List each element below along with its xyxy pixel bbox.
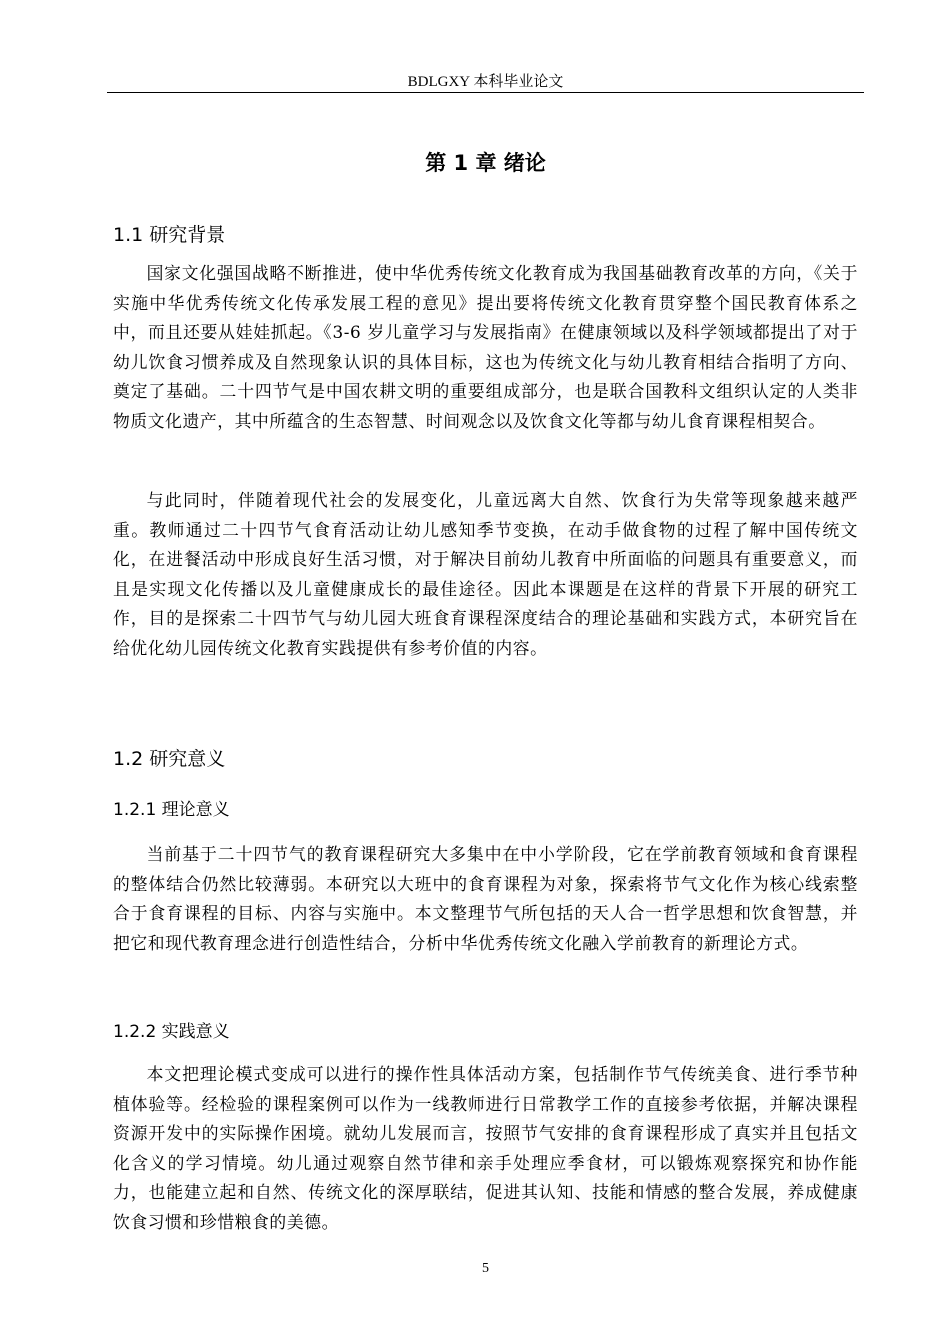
header-rule	[107, 92, 864, 93]
paragraph-theory: 当前基于二十四节气的教育课程研究大多集中在中小学阶段，它在学前教育领域和食育课程的整体结合仍然比较薄弱。本研究以大班中的食育课程为对象，探索将节气文化作为核心线索整合于食育课程的目标、内容与实施中。本文整理节气所包括的天人合一哲学思想和饮食智慧，并把它和现代教育理念进行创造性结合，分析中华优秀传统文化融入学前教育的新理论方式。	[113, 844, 858, 953]
page-number: 5	[482, 1261, 489, 1276]
paragraph-practice: 本文把理论模式变成可以进行的操作性具体活动方案，包括制作节气传统美食、进行季节种植体验等。经检验的课程案例可以作为一线教师进行日常教学工作的直接参考依据，并解决课程资源开发中的实际操作困境。就幼儿发展而言，按照节气安排的食育课程形成了真实并且包括文化含义的学习情境。幼儿通过观察自然节律和亲手处理应季食材，可以锻炼观察探究和协作能力，也能建立起和自然、传统文化的深厚联结，促进其认知、技能和情感的整合发展，养成健康饮食习惯和珍惜粮食的美德。	[113, 1064, 858, 1232]
subsection-heading-1-2-2: 1.2.2 实践意义	[113, 1022, 230, 1042]
section-heading-1-1: 1.1 研究背景	[113, 224, 226, 246]
paragraph-background-1: 国家文化强国战略不断推进，使中华优秀传统文化教育成为我国基础教育改革的方向，《关于实施中华优秀传统文化传承发展工程的意见》提出要将传统文化教育贯穿整个国民教育体系之中，而且还要从娃娃抓起。《3-6 岁儿童学习与发展指南》在健康领域以及科学领域都提出了对于幼儿饮食习惯养成及自然现象认识的具体目标，这也为传统文化与幼儿教育相结合指明了方向、奠定了基础。二十四节气是中国农耕文明的重要组成部分，也是联合国教科文组织认定的人类非物质文化遗产，其中所蕴含的生态智慧、时间观念以及饮食文化等都与幼儿食育课程相契合。	[113, 263, 858, 431]
chapter-title: 第 1 章 绪论	[425, 151, 546, 175]
running-header: BDLGXY 本科毕业论文	[407, 74, 564, 90]
section-heading-1-2: 1.2 研究意义	[113, 748, 226, 770]
paragraph-background-2: 与此同时，伴随着现代社会的发展变化，儿童远离大自然、饮食行为失常等现象越来越严重。教师通过二十四节气食育活动让幼儿感知季节变换，在动手做食物的过程了解中国传统文化，在进餐活动中形成良好生活习惯，对于解决目前幼儿教育中所面临的问题具有重要意义，而且是实现文化传播以及儿童健康成长的最佳途径。因此本课题是在这样的背景下开展的研究工作，目的是探索二十四节气与幼儿园大班食育课程深度结合的理论基础和实践方式，本研究旨在给优化幼儿园传统文化教育实践提供有参考价值的内容。	[113, 490, 858, 658]
subsection-heading-1-2-1: 1.2.1 理论意义	[113, 800, 230, 820]
